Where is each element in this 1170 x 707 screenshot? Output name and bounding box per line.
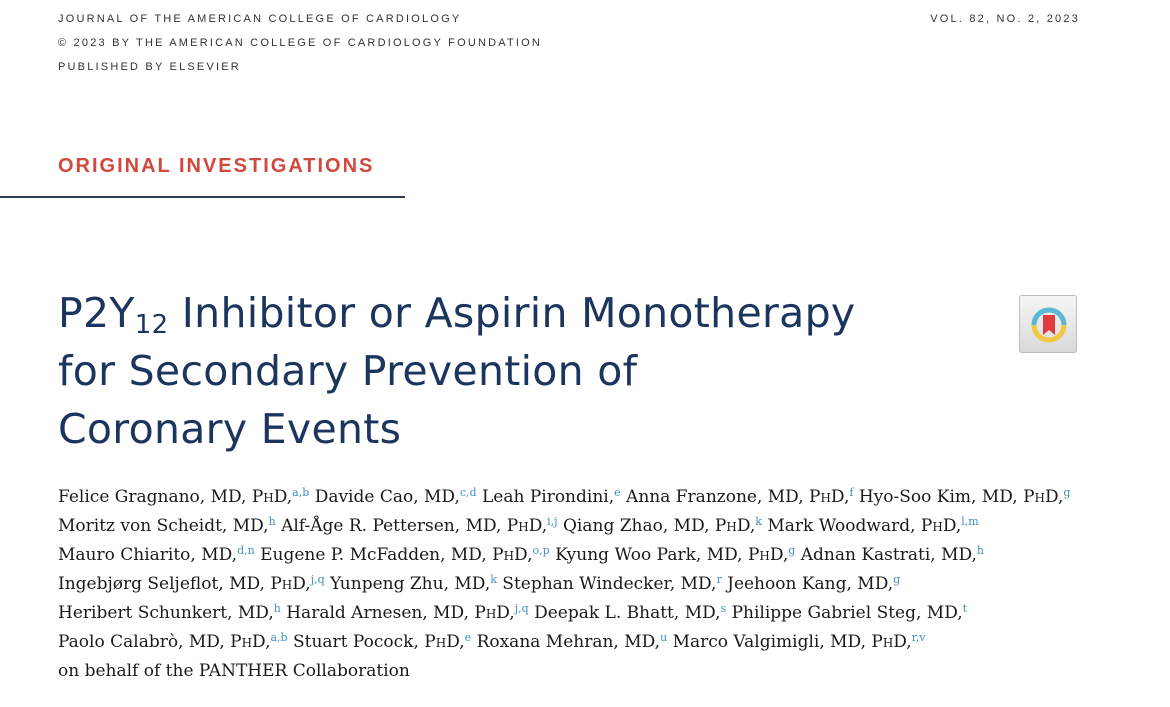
affiliation-marker[interactable]: a,b (270, 631, 288, 644)
title-line-2: for Secondary Prevention of (58, 347, 638, 395)
affiliation-marker[interactable]: g (893, 573, 901, 586)
affiliation-marker[interactable]: h (976, 544, 985, 557)
author-name: Adnan Kastrati, MD, (800, 545, 977, 565)
section-divider (0, 196, 405, 198)
collaboration-line: on behalf of the PANTHER Collaboration (58, 661, 410, 681)
author-name: Stuart Pocock, PhD, (293, 632, 465, 652)
affiliation-marker[interactable]: g (1063, 486, 1071, 499)
publisher-line: PUBLISHED BY ELSEVIER (58, 61, 241, 73)
title-line1-rest: Inhibitor or Aspirin Monotherapy (168, 289, 856, 337)
section-label: ORIGINAL INVESTIGATIONS (58, 155, 375, 177)
author-name: Roxana Mehran, MD, (476, 632, 661, 652)
author-name: Anna Franzone, MD, PhD, (626, 487, 850, 507)
title-line-3: Coronary Events (58, 405, 402, 453)
author-name: Qiang Zhao, MD, PhD, (563, 516, 756, 536)
author-line (58, 570, 1098, 599)
author-name: Hyo-Soo Kim, MD, PhD, (858, 487, 1064, 507)
affiliation-marker[interactable]: j,q (514, 602, 529, 615)
author-name: Jeehoon Kang, MD, (727, 574, 894, 594)
author-name: Mauro Chiarito, MD, (58, 545, 238, 565)
journal-header (58, 11, 542, 83)
volume-info: VOL. 82, NO. 2, 2023 (930, 13, 1080, 25)
affiliation-marker[interactable]: r,v (911, 631, 926, 644)
author-line (58, 599, 1098, 628)
author-name: Ingebjørg Seljeflot, MD, PhD, (58, 574, 311, 594)
author-name: Davide Cao, MD, (314, 487, 460, 507)
affiliation-marker[interactable]: d,n (237, 544, 255, 557)
affiliation-marker[interactable]: e (614, 486, 621, 499)
affiliation-marker[interactable]: o,p (532, 544, 550, 557)
author-line (58, 628, 1098, 657)
affiliation-marker[interactable]: s (720, 602, 727, 615)
copyright-line: © 2023 BY THE AMERICAN COLLEGE OF CARDIOLOGY FOUNDATION (58, 37, 543, 49)
affiliation-marker[interactable]: e (464, 631, 472, 644)
title-line-1 (58, 284, 978, 342)
author-name: Leah Pirondini, (481, 487, 615, 507)
affiliation-marker[interactable]: a,b (292, 486, 310, 499)
affiliation-marker[interactable]: l,m (961, 515, 979, 528)
author-line (58, 483, 1098, 512)
title-subscript: 12 (134, 310, 169, 340)
affiliation-marker[interactable]: c,d (459, 486, 477, 499)
title-prefix: P2Y (58, 289, 135, 337)
author-name: Marco Valgimigli, MD, PhD, (672, 632, 912, 652)
journal-name: JOURNAL OF THE AMERICAN COLLEGE OF CARDIOLOGY (58, 13, 462, 25)
affiliation-marker[interactable]: i,j (547, 515, 558, 528)
article-title (58, 284, 978, 458)
author-name: Stephan Windecker, MD, (502, 574, 717, 594)
affiliation-marker[interactable]: h (268, 515, 276, 528)
author-name: Mark Woodward, PhD, (767, 516, 962, 536)
author-name: Alf-Åge R. Pettersen, MD, PhD, (281, 516, 548, 536)
author-line (58, 541, 1098, 570)
affiliation-marker[interactable]: k (755, 515, 762, 528)
author-name: Moritz von Scheidt, MD, (58, 516, 269, 536)
affiliation-marker[interactable]: j,q (310, 573, 325, 586)
affiliation-marker[interactable]: u (660, 631, 668, 644)
check-for-updates-badge[interactable] (1019, 295, 1077, 353)
author-name: Paolo Calabrò, MD, PhD, (58, 632, 271, 652)
author-name: Eugene P. McFadden, MD, PhD, (260, 545, 533, 565)
author-name: Heribert Schunkert, MD, (58, 603, 274, 623)
affiliation-marker[interactable]: t (962, 602, 968, 615)
affiliation-marker[interactable]: k (490, 573, 497, 586)
affiliation-marker[interactable]: f (849, 486, 854, 499)
author-name: Felice Gragnano, MD, PhD, (58, 487, 293, 507)
author-name: Yunpeng Zhu, MD, (330, 574, 491, 594)
author-name: Kyung Woo Park, MD, PhD, (555, 545, 789, 565)
author-name: Deepak L. Bhatt, MD, (534, 603, 721, 623)
affiliation-marker[interactable]: r (716, 573, 722, 586)
author-line (58, 512, 1098, 541)
author-list (58, 483, 1098, 686)
author-name: Philippe Gabriel Steg, MD, (731, 603, 963, 623)
check-for-updates-icon (1028, 304, 1070, 346)
affiliation-marker[interactable]: g (788, 544, 796, 557)
affiliation-marker[interactable]: h (273, 602, 281, 615)
author-name: Harald Arnesen, MD, PhD, (286, 603, 515, 623)
